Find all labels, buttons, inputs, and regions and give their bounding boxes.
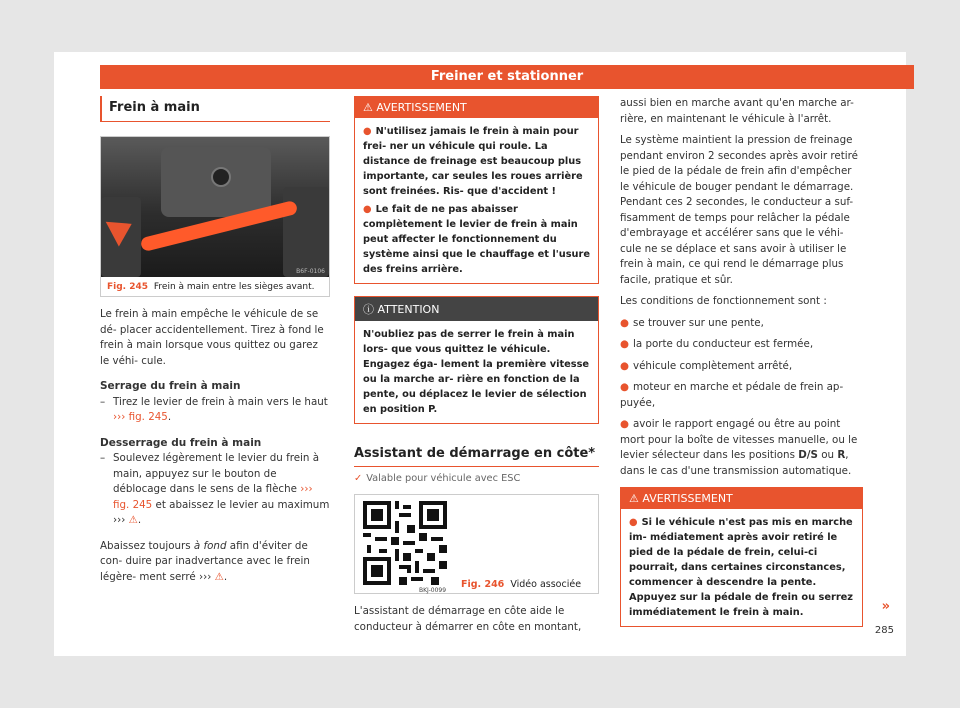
qr-code-icon[interactable] — [363, 501, 447, 585]
warning-item: ● Le fait de ne pas abaisser complètement le levier de frein à main peut affecter le fonctionnement du système ainsi que le chauffage et l'usure des freins arrière. — [363, 204, 590, 275]
checkmark-icon: ✓ — [354, 473, 363, 484]
figure-caption — [461, 579, 581, 590]
warning-box-2 — [620, 487, 863, 627]
attention-box-header: ⓘ ATTENTION — [355, 297, 598, 321]
warning-triangle-icon: ⚠ — [214, 570, 224, 583]
attention-text: N'oubliez pas de serrer le frein à main lors- que vous quittez le véhicule. Engagez éga- lement la première vitesse ou la marche ar- rière en fonction de la pente, ou déplacez le levier de sélection en position P. — [363, 329, 590, 415]
figure-245 — [100, 136, 330, 297]
bullet-icon: ● — [620, 418, 629, 430]
warning-item: ● Si le véhicule n'est pas mis en marche im- médiatement après avoir retiré le pied de la pédale de frein, celui-ci pourrait, dans certaines circonstances, commencer à descendre la pente. Appuyez sur la pédale de frein ou serrez immédiatement le frein à main. — [629, 517, 853, 618]
condition-item: ● se trouver sur une pente, — [620, 316, 764, 329]
column-1 — [100, 96, 330, 585]
intro-paragraph: Le frein à main empêche le véhicule de se dé- placer accidentellement. Tirez à fond le frein à main lorsque vous quittez ou garez le véhi- cule. — [100, 308, 324, 367]
desserrage-title: Desserrage du frein à main — [100, 436, 262, 449]
warning-box-header: ⚠ AVERTISSEMENT — [621, 488, 862, 509]
gear-knob — [211, 167, 231, 187]
figure-code: BKJ-0099 — [419, 587, 447, 594]
section-title-assistant: Assistant de démarrage en côte* — [354, 446, 599, 467]
column-2 — [354, 96, 599, 635]
warning-triangle-icon: ⚠ — [629, 492, 639, 505]
chapter-header: Freiner et stationner — [100, 65, 914, 89]
serrage-step: – Tirez le levier de frein à main vers le haut ››› fig. 245. — [100, 395, 328, 423]
validity-note: ✓ Valable pour véhicule avec ESC — [354, 473, 521, 484]
condition-item: ● moteur en marche et pédale de frein ap- puyée, — [620, 381, 844, 409]
desserrage-step: – Soulevez légèrement le levier du frein à main, appuyez sur le bouton de déblocage dans le sens de la flèche ››› fig. 245 et abaissez le levier au maximum ››› ⚠. — [100, 452, 330, 526]
figure-caption-text: Frein à main entre les sièges avant. — [153, 282, 315, 292]
manual-page — [54, 52, 906, 656]
condition-item: ● la porte du conducteur est fermée, — [620, 338, 814, 350]
figure-link[interactable]: ››› fig. 245 — [113, 483, 313, 511]
figure-246 — [354, 494, 599, 594]
bullet-icon: ● — [620, 381, 629, 393]
warning-item: ● N'utilisez jamais le frein à main pour frei- ner un véhicule qui roule. La distance de freinage est beaucoup plus importante, car seules les roues arrière sont freinées. Ris- que d'accident ! — [363, 126, 583, 197]
warning-link[interactable]: ››› — [198, 570, 212, 583]
page-number: 285 — [874, 625, 894, 636]
attention-box — [354, 296, 599, 424]
paragraph: aussi bien en marche avant qu'en marche ar- rière, en maintenant le véhicule à l'arrêt. — [620, 97, 854, 125]
figure-number: Fig. 246 — [461, 579, 505, 590]
paragraph: Le système maintient la pression de freinage pendant environ 2 secondes après avoir retiré le pied de la pédale de frein afin d'empêcher le véhicule de bouger pendant le démarrage. Pendant ces 2 secondes, le conducteur a suf- fisamment de temps pour relâcher la pédale d'embrayage et accélérer sans que le véhi- cule ne se déplace et sans avoir à utiliser le frein à main, ce qui rend le démarrage plus facile, pratique et sûr. — [620, 134, 858, 286]
handbrake-photo — [101, 137, 329, 277]
condition-item: ● avoir le rapport engagé ou être au point mort pour la boîte de vitesses manuelle, ou le levier sélecteur dans les positions D/S ou R, dans le cas d'une transmission automatique. — [620, 418, 858, 477]
figure-link[interactable]: ››› fig. 245 — [113, 411, 168, 423]
final-paragraph: Abaissez toujours à fond afin d'éviter de con- duire par inadvertance avec le frein légère- ment serré ››› ⚠. — [100, 539, 310, 583]
section-title-frein-a-main: Frein à main — [100, 96, 330, 122]
figure-code: B6F-0106 — [296, 268, 325, 275]
serrage-title: Serrage du frein à main — [100, 380, 241, 392]
column-3 — [620, 96, 863, 627]
warning-triangle-icon: ⚠ — [128, 514, 138, 526]
condition-item: ● véhicule complètement arrêté, — [620, 359, 793, 372]
bullet-icon: ● — [363, 204, 372, 215]
warning-triangle-icon: ⚠ — [363, 101, 373, 114]
warning-box-header: ⚠ AVERTISSEMENT — [355, 97, 598, 118]
bullet-icon: ● — [620, 316, 629, 329]
info-circle-icon: ⓘ — [363, 303, 374, 316]
figure-caption-text: Vidéo associée — [510, 579, 582, 590]
warning-box-1 — [354, 96, 599, 284]
continue-marker: » — [881, 599, 890, 614]
figure-caption — [101, 277, 329, 296]
assistant-intro: L'assistant de démarrage en côte aide le conducteur à démarrer en côte en montant, — [354, 605, 582, 633]
paragraph: Les conditions de fonctionnement sont : — [620, 295, 827, 307]
bullet-icon: ● — [620, 338, 629, 350]
figure-number: Fig. 245 — [107, 282, 149, 292]
bullet-icon: ● — [620, 359, 629, 372]
bullet-icon: ● — [629, 517, 638, 528]
bullet-icon: ● — [363, 126, 372, 137]
warning-link[interactable]: ››› — [113, 514, 126, 526]
